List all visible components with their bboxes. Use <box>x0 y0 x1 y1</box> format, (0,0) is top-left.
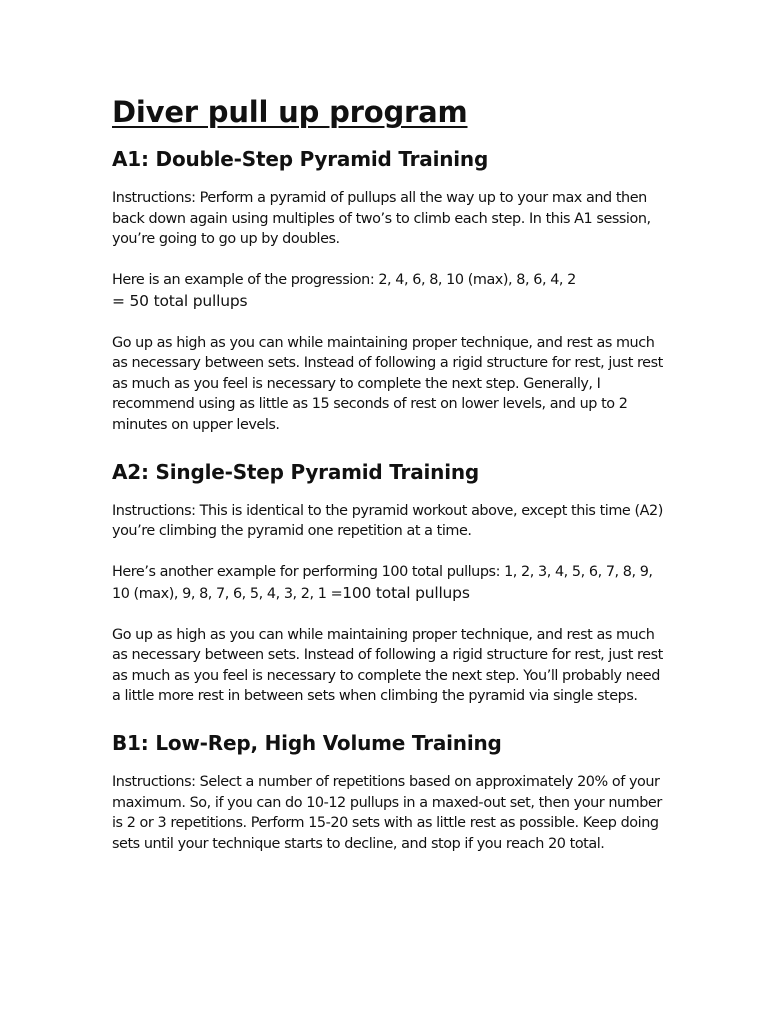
example-text-a2: Here’s another example for performing 100 total pullups: 1, 2, 3, 4, 5, 6, 7, 8, 9, 10 (max), 9, 8, 7, 6, 5, 4, 3, 2, 1 = <box>112 564 653 602</box>
example-paragraph-a1 <box>112 270 672 312</box>
section-heading-a1: A1: Double-Step Pyramid Training <box>112 147 489 171</box>
example-text-a1: Here is an example of the progression: 2, 4, 6, 8, 10 (max), 8, 6, 4, 2 <box>112 272 576 288</box>
notes-paragraph-a2: Go up as high as you can while maintaining proper technique, and rest as much as necessary between sets. Instead of following a rigid structure for rest, just rest as much as you feel is necessary to complete the next step. You’ll probably need a little more rest in between sets when climbing the pyramid via single steps. <box>112 626 663 704</box>
example-total-a2: 100 total pullups <box>342 583 470 602</box>
section-a2 <box>112 456 672 707</box>
instructions-paragraph-a1: Instructions: Perform a pyramid of pullups all the way up to your max and then back down again using multiples of two’s to climb each step. In this A1 session, you’re going to go up by doubles. <box>112 190 651 247</box>
example-paragraph-a2 <box>112 562 672 604</box>
section-a1 <box>112 143 672 435</box>
document-title: Diver pull up program <box>112 95 468 129</box>
section-b1 <box>112 727 672 854</box>
document-page <box>112 92 672 875</box>
notes-paragraph-a1: Go up as high as you can while maintaining proper technique, and rest as much as necessary between sets. Instead of following a rigid structure for rest, just rest as much as you feel is necessary to complete the next step. Generally, I recommend using as little as 15 seconds of rest on lower levels, and up to 2 minutes on upper levels. <box>112 334 663 433</box>
section-heading-a2: A2: Single-Step Pyramid Training <box>112 459 480 484</box>
section-heading-b1: B1: Low-Rep, High Volume Training <box>112 731 502 755</box>
instructions-paragraph-a2: Instructions: This is identical to the pyramid workout above, except this time (A2) you’re climbing the pyramid one repetition at a time. <box>112 502 663 539</box>
example-total-a1: = 50 total pullups <box>112 291 248 310</box>
instructions-paragraph-b1: Instructions: Select a number of repetitions based on approximately 20% of your maximum. So, if you can do 10-12 pullups in a maxed-out set, then your number is 2 or 3 repetitions. Perform 15-20 sets with as little rest as possible. Keep doing sets until your technique starts to decline, and stop if you reach 20 total. <box>112 774 662 852</box>
